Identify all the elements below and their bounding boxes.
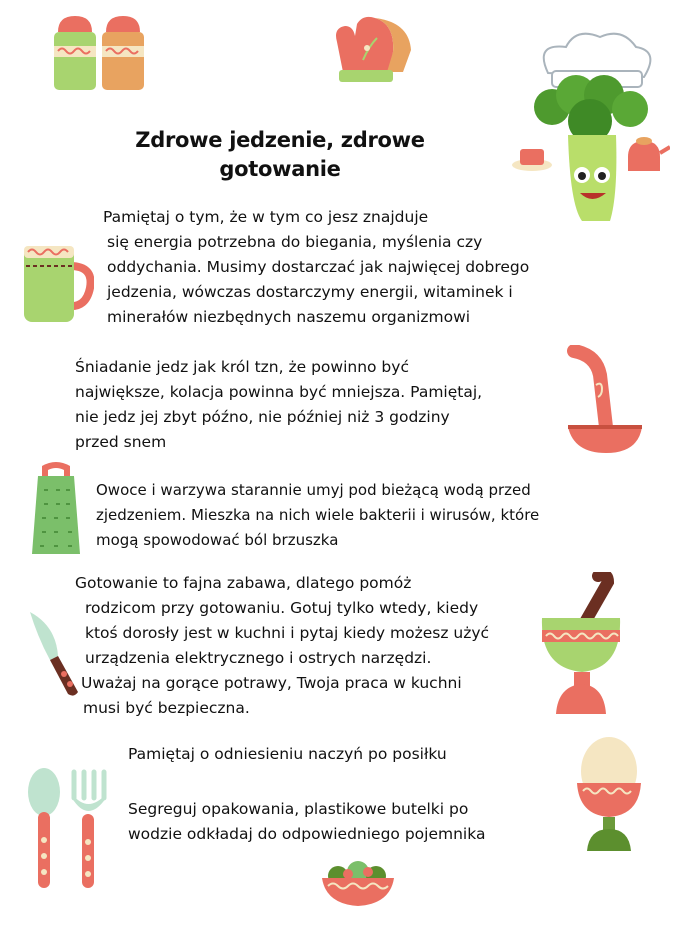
text-line: ktoś dorosły jest w kuchni i pytaj kiedy możesz użyć bbox=[85, 624, 490, 642]
mug-icon bbox=[22, 240, 94, 325]
salt-pepper-shakers-icon bbox=[50, 10, 150, 92]
title-line-2: gotowanie bbox=[219, 157, 341, 181]
title-line-1: Zdrowe jedzenie, zdrowe bbox=[135, 128, 425, 152]
paragraph-cooking bbox=[75, 571, 489, 721]
text-line: zjedzeniem. Mieszka na nich wiele bakterii i wirusów, które bbox=[96, 506, 540, 524]
paragraph-dishes bbox=[128, 742, 447, 767]
text-line: musi być bezpieczna. bbox=[83, 699, 250, 717]
text-line: Segreguj opakowania, plastikowe butelki po bbox=[128, 800, 469, 818]
text-line: Gotowanie to fajna zabawa, dlatego pomóż bbox=[75, 574, 412, 592]
paragraph-recycling bbox=[128, 797, 485, 847]
page-title bbox=[120, 126, 440, 184]
text-line: największe, kolacja powinna być mniejsza. Pamiętaj, bbox=[75, 383, 483, 401]
text-line: jedzenia, wówczas dostarczymy energii, witaminek i bbox=[107, 283, 513, 301]
text-line: oddychania. Musimy dostarczać jak najwięcej dobrego bbox=[107, 258, 530, 276]
mortar-pestle-icon bbox=[538, 572, 624, 718]
text-line: urządzenia elektrycznego i ostrych narzędzi. bbox=[85, 649, 432, 667]
text-line: nie jedz jej zbyt późno, nie później niż 3 godziny bbox=[75, 408, 450, 426]
grater-icon bbox=[30, 462, 82, 557]
text-line: minerałów niezbędnych naszemu organizmowi bbox=[107, 308, 471, 326]
salad-bowl-icon bbox=[318, 860, 398, 910]
text-line: Pamiętaj o odniesieniu naczyń po posiłku bbox=[128, 745, 447, 763]
paragraph-wash bbox=[96, 478, 539, 553]
paragraph-energy bbox=[101, 205, 529, 330]
text-line: wodzie odkładaj do odpowiedniego pojemnika bbox=[128, 825, 486, 843]
knife-icon bbox=[26, 608, 84, 698]
text-line: Owoce i warzywa starannie umyj pod bieżącą wodą przed bbox=[96, 481, 531, 499]
text-line: rodzicom przy gotowaniu. Gotuj tylko wtedy, kiedy bbox=[85, 599, 479, 617]
egg-cup-icon bbox=[573, 735, 645, 853]
text-line: Pamiętaj o tym, że w tym co jesz znajduje bbox=[103, 208, 429, 226]
broccoli-chef-icon bbox=[510, 25, 670, 230]
text-line: mogą spowodować ból brzuszka bbox=[96, 531, 339, 549]
text-line: przed snem bbox=[75, 433, 167, 451]
text-line: Śniadanie jedz jak król tzn, że powinno być bbox=[75, 358, 409, 376]
text-line: Uważaj na gorące potrawy, Twoja praca w kuchni bbox=[81, 674, 462, 692]
spoon-fork-icon bbox=[26, 768, 116, 890]
paragraph-breakfast bbox=[75, 355, 482, 455]
oven-mitt-icon bbox=[323, 14, 418, 86]
text-line: się energia potrzebna do biegania, myślenia czy bbox=[107, 233, 483, 251]
ladle-icon bbox=[566, 345, 646, 455]
